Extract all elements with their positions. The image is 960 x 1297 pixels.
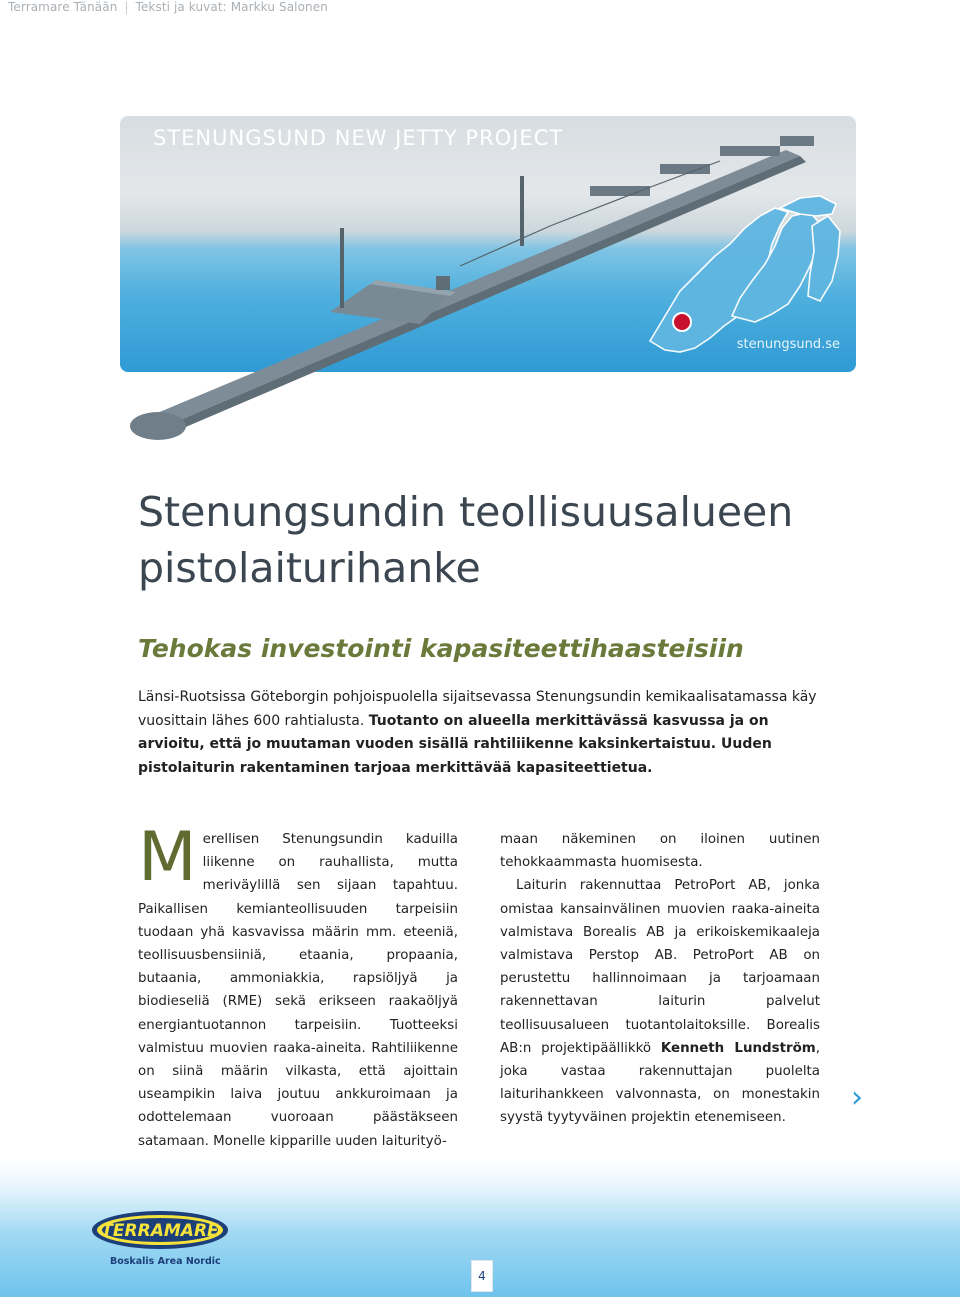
- terramare-logo: [90, 1209, 230, 1255]
- logo-subtitle: Boskalis Area Nordic: [110, 1256, 221, 1267]
- continue-arrow-icon: ›: [851, 1080, 863, 1115]
- hero-credit: stenungsund.se: [736, 337, 840, 352]
- logo-text: TERRAMARE: [101, 1221, 219, 1241]
- title-line-2: pistolaiturihanke: [138, 544, 481, 592]
- running-header: [8, 0, 328, 14]
- page-number: 4: [471, 1260, 493, 1292]
- col1-text: erellisen Stenungsundin kaduilla liikenne on rauhallista, mutta meriväylillä sen sijaan tapahtuu. Paikallisen kemianteollisuuden tarpeisiin tuodaan yhä kasvavissa määrin mm. eteeniä, teollisuusbensiiniä, etaania, propaania, butaania, ammoniakkia, rapsiöljyä ja biodieseliä (RME) sekä erikseen raakaöljyä energiantuotannon tarpeisiin. Tuotteeksi valmistuu muovien raaka-aineita. Rahtiliikenne on siinä määrin vilkasta, että ajoittain useampikin laiva joutuu ankkuroimaan ja odottelemaan vuoroaan päästäkseen satamaan. Monelle kipparille uuden laiturityö-: [138, 832, 458, 1149]
- logo-icon: [90, 1209, 230, 1251]
- col2-text-b: , joka vastaa rakennuttajan puolelta laiturihankkeen valvonnasta, on monestakin syystä tyytyväinen projektin etenemiseen.: [500, 1040, 821, 1126]
- hero-title: STENUNGSUND NEW JETTY PROJECT: [153, 126, 564, 150]
- lead-bold: Tuotanto on alueella merkittävässä kasvussa ja on arvioitu, että jo muutaman vuoden sisällä rahtiliikenne kaksinkertaistuu. Uuden pistolaiturin rakentaminen tarjoaa merkittävää kapasiteettietua.: [138, 712, 772, 776]
- person-name: Kenneth Lundström: [660, 1040, 816, 1056]
- article-title: [138, 484, 898, 596]
- section-name: Terramare Tänään: [8, 0, 118, 14]
- body-paragraph: [500, 874, 820, 1129]
- header-separator: |: [124, 0, 129, 14]
- author-credit: Teksti ja kuvat: Markku Salonen: [135, 0, 328, 14]
- body-column-2: [500, 828, 820, 1130]
- lead-plain: Länsi-Ruotsissa Göteborgin pohjoispuolella sijaitsevassa Stenungsundin kemikaalisatamassa käy vuosittain lähes 600 rahtialusta.: [138, 689, 817, 729]
- article-lead: [138, 686, 838, 780]
- col2-text-a: Laiturin rakennuttaa PetroPort AB, jonka omistaa kansainvälinen muovien raaka-aineita valmistava Borealis AB ja erikoiskemikaaleja valmistava Perstop AB. PetroPort AB on perustettu hallinnoimaan ja tarjoamaan rakennettavan laiturin palvelut teollisuusalueen tuotantolaitoksille. Borealis AB:n projektipäällikkö: [500, 878, 820, 1056]
- body-paragraph: [138, 818, 458, 1153]
- body-paragraph: maan näkeminen on iloinen uutinen tehokkaammasta huomisesta.: [500, 832, 820, 871]
- jetty-illustration: [120, 116, 856, 456]
- title-line-1: Stenungsundin teollisuusalueen: [138, 488, 794, 536]
- article-subtitle: Tehokas investointi kapasiteettihaasteisiin: [138, 634, 744, 663]
- body-column-1: [138, 818, 458, 1153]
- drop-cap: M: [138, 818, 197, 897]
